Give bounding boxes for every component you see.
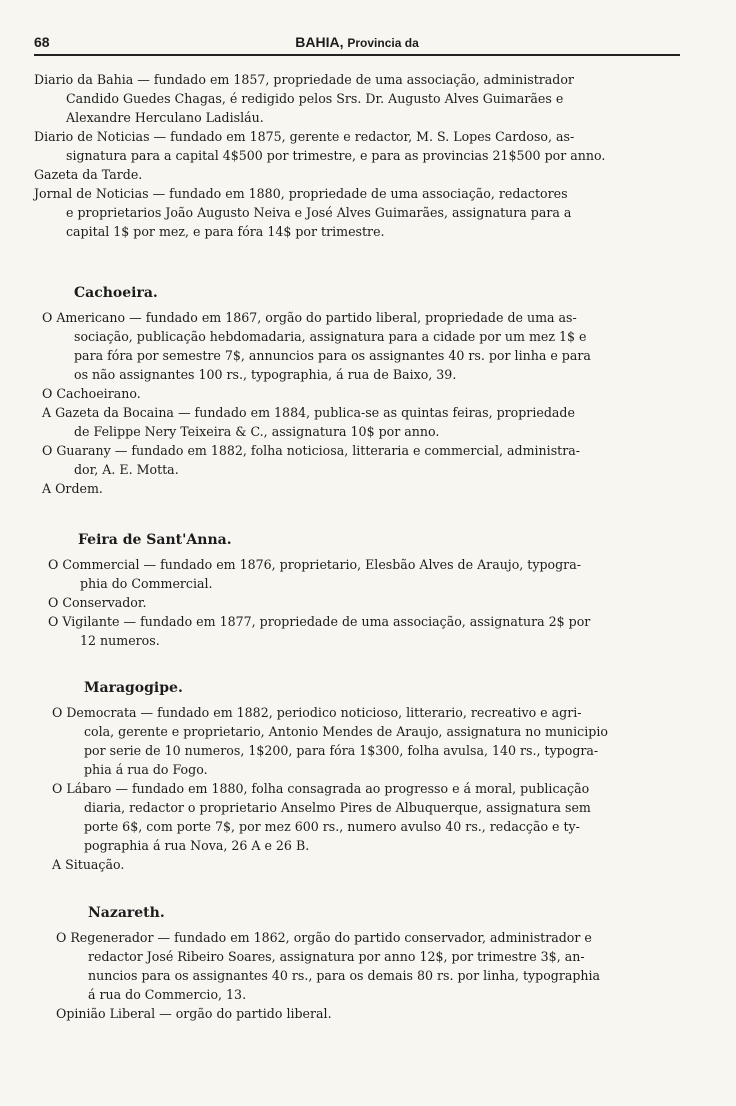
entry-first-line: O Americano — fundado em 1867, orgão do partido liberal, propriedade de uma as-: [42, 310, 577, 325]
entry-continuation-line: para fóra por semestre 7$, annuncios para os assignantes 40 rs. por linha e para: [74, 348, 591, 363]
newspaper-entry: [34, 70, 684, 127]
entry-list: [56, 928, 706, 1023]
entry-first-line: O Commercial — fundado em 1876, proprietario, Elesbão Alves de Araujo, typogra-: [48, 557, 581, 572]
title-subtitle: Provincia da: [347, 36, 419, 50]
newspaper-entry: [34, 184, 684, 241]
entry-first-line: O Lábaro — fundado em 1880, folha consagrada ao progresso e á moral, publicação: [52, 781, 590, 796]
entry-list: [42, 308, 692, 498]
entry-first-line: O Regenerador — fundado em 1862, orgão do partido conservador, administrador e: [56, 930, 592, 945]
entry-continuation-line: e proprietarios João Augusto Neiva e José Alves Guimarães, assignatura para a: [66, 205, 572, 220]
entry-continuation-line: os não assignantes 100 rs., typographia, á rua de Baixo, 39.: [74, 367, 457, 382]
entry-continuation-line: redactor José Ribeiro Soares, assignatura por anno 12$, por trimestre 3$, an-: [88, 949, 585, 964]
entry-first-line: A Situação.: [52, 857, 125, 872]
entry-first-line: A Gazeta da Bocaina — fundado em 1884, publica-se as quintas feiras, propriedade: [42, 405, 575, 420]
newspaper-entry: [42, 384, 692, 403]
title-province: BAHIA,: [295, 34, 344, 50]
newspaper-entry: [42, 479, 692, 498]
entry-continuation-line: phia á rua do Fogo.: [84, 762, 208, 777]
entry-first-line: O Conservador.: [48, 595, 147, 610]
newspaper-entry: [56, 928, 706, 1004]
entry-first-line: O Democrata — fundado em 1882, periodico noticioso, litterario, recreativo e agri-: [52, 705, 582, 720]
entry-first-line: Diario da Bahia — fundado em 1857, propriedade de uma associação, administrador: [34, 72, 574, 87]
page-title: [34, 34, 680, 50]
entry-continuation-line: Candido Guedes Chagas, é redigido pelos Srs. Dr. Augusto Alves Guimarães e: [66, 91, 564, 106]
page-number: 68: [34, 34, 50, 50]
section-title: Cachoeira.: [74, 285, 158, 301]
newspaper-entry: [42, 403, 692, 441]
newspaper-entry: [52, 779, 702, 855]
entry-continuation-line: 12 numeros.: [80, 633, 160, 648]
newspaper-entry: [42, 308, 692, 384]
entry-continuation-line: á rua do Commercio, 13.: [88, 987, 247, 1002]
entry-first-line: O Vigilante — fundado em 1877, propriedade de uma associação, assignatura 2$ por: [48, 614, 591, 629]
entry-continuation-line: capital 1$ por mez, e para fóra 14$ por trimestre.: [66, 224, 385, 239]
newspaper-entry: [42, 441, 692, 479]
entry-continuation-line: cola, gerente e proprietario, Antonio Mendes de Araujo, assignatura no municipio: [84, 724, 608, 739]
section-title: Feira de Sant'Anna.: [78, 532, 232, 548]
section-title: Nazareth.: [88, 905, 165, 921]
entry-first-line: A Ordem.: [42, 481, 103, 496]
entry-continuation-line: phia do Commercial.: [80, 576, 213, 591]
newspaper-entry: [52, 855, 702, 874]
entry-first-line: Diario de Noticias — fundado em 1875, gerente e redactor, M. S. Lopes Cardoso, as-: [34, 129, 575, 144]
newspaper-entry: [48, 593, 698, 612]
entry-continuation-line: pographia á rua Nova, 26 A e 26 B.: [84, 838, 310, 853]
entry-list: [52, 703, 702, 874]
entry-continuation-line: de Felippe Nery Teixeira & C., assignatura 10$ por anno.: [74, 424, 440, 439]
newspaper-entry: [34, 165, 684, 184]
entry-continuation-line: dor, A. E. Motta.: [74, 462, 179, 477]
newspaper-entry: [48, 555, 698, 593]
entry-first-line: Opinião Liberal — orgão do partido liberal.: [56, 1006, 332, 1021]
entry-continuation-line: Alexandre Herculano Ladisláu.: [66, 110, 264, 125]
entry-continuation-line: porte 6$, com porte 7$, por mez 600 rs., numero avulso 40 rs., redacção e ty-: [84, 819, 580, 834]
entry-continuation-line: sociação, publicação hebdomadaria, assignatura para a cidade por um mez 1$ e: [74, 329, 587, 344]
entry-first-line: Jornal de Noticias — fundado em 1880, propriedade de uma associação, redactores: [34, 186, 568, 201]
entry-first-line: O Cachoeirano.: [42, 386, 141, 401]
entry-continuation-line: diaria, redactor o proprietario Anselmo Pires de Albuquerque, assignatura sem: [84, 800, 591, 815]
entry-continuation-line: nuncios para os assignantes 40 rs., para os demais 80 rs. por linha, typographia: [88, 968, 601, 983]
newspaper-entry: [56, 1004, 706, 1023]
entry-continuation-line: por serie de 10 numeros, 1$200, para fóra 1$300, folha avulsa, 140 rs., typogra-: [84, 743, 599, 758]
newspaper-entry: [34, 127, 684, 165]
section-title: Maragogipe.: [84, 680, 183, 696]
newspaper-entry: [48, 612, 698, 650]
entry-first-line: O Guarany — fundado em 1882, folha noticiosa, litteraria e commercial, administra-: [42, 443, 581, 458]
newspaper-entry: [52, 703, 702, 779]
entry-list: [34, 70, 684, 241]
page-header: [34, 34, 680, 56]
entry-continuation-line: signatura para a capital 4$500 por trimestre, e para as provincias 21$500 por anno.: [66, 148, 606, 163]
entry-list: [48, 555, 698, 650]
entry-first-line: Gazeta da Tarde.: [34, 167, 143, 182]
